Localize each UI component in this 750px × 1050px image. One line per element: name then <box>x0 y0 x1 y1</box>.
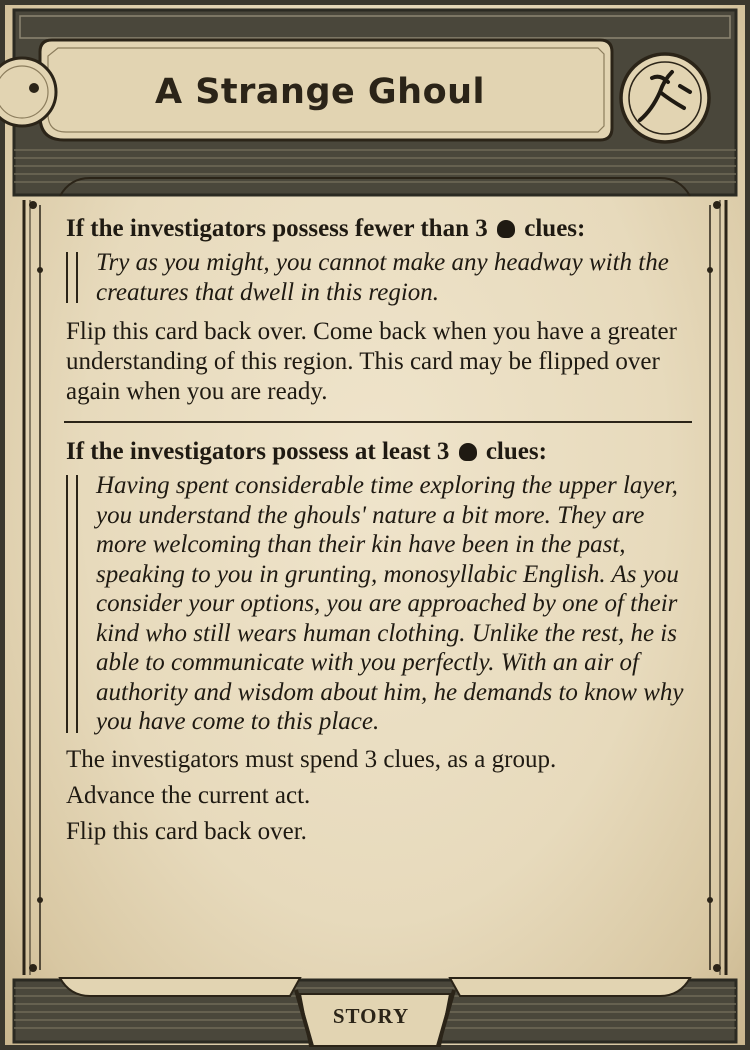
advance-act-text: Advance the current act. <box>66 781 311 809</box>
section1-header-suffix: clues: <box>524 215 586 242</box>
section1-header-text: If the investigators possess fewer than 3 <box>66 215 488 242</box>
spend-suffix: clues, as a group. <box>383 745 557 773</box>
section1-header <box>66 214 684 244</box>
card-title: A Strange Ghoul <box>154 72 486 112</box>
clue-pip-icon <box>497 220 515 238</box>
section2-header-text: If the investigators possess at least 3 <box>66 438 450 465</box>
card-type-label: STORY <box>332 1004 410 1028</box>
section2-flavor: Having spent considerable time exploring the upper layer, you understand the ghouls' nature a bit more. They are more welcoming than their kin have been in the past, speaking to you in grunting, monosyllabic English. As you consider your options, you are approached by one of their kind who still wears human clothing. Unlike the rest, he is able to communicate with you perfectly. With an air of authority and wisdom about him, he demands to know why you have come to this place. <box>66 471 684 737</box>
flip-card-text: Flip this card back over. <box>66 817 307 845</box>
card-body <box>66 214 684 847</box>
spend-clues-text <box>66 745 684 775</box>
section1-text: Flip this card back over. Come back when you have a greater understanding of this region. This card may be flipped over again when you are ready. <box>66 318 677 405</box>
section2-header <box>66 437 684 467</box>
clue-pip-icon <box>459 443 477 461</box>
section-divider <box>64 421 692 423</box>
spend-prefix: The investigators must spend 3 <box>66 745 378 773</box>
section2-header-suffix: clues: <box>485 438 547 465</box>
section1-flavor: Try as you might, you cannot make any headway with the creatures that dwell in this region. <box>66 248 684 307</box>
